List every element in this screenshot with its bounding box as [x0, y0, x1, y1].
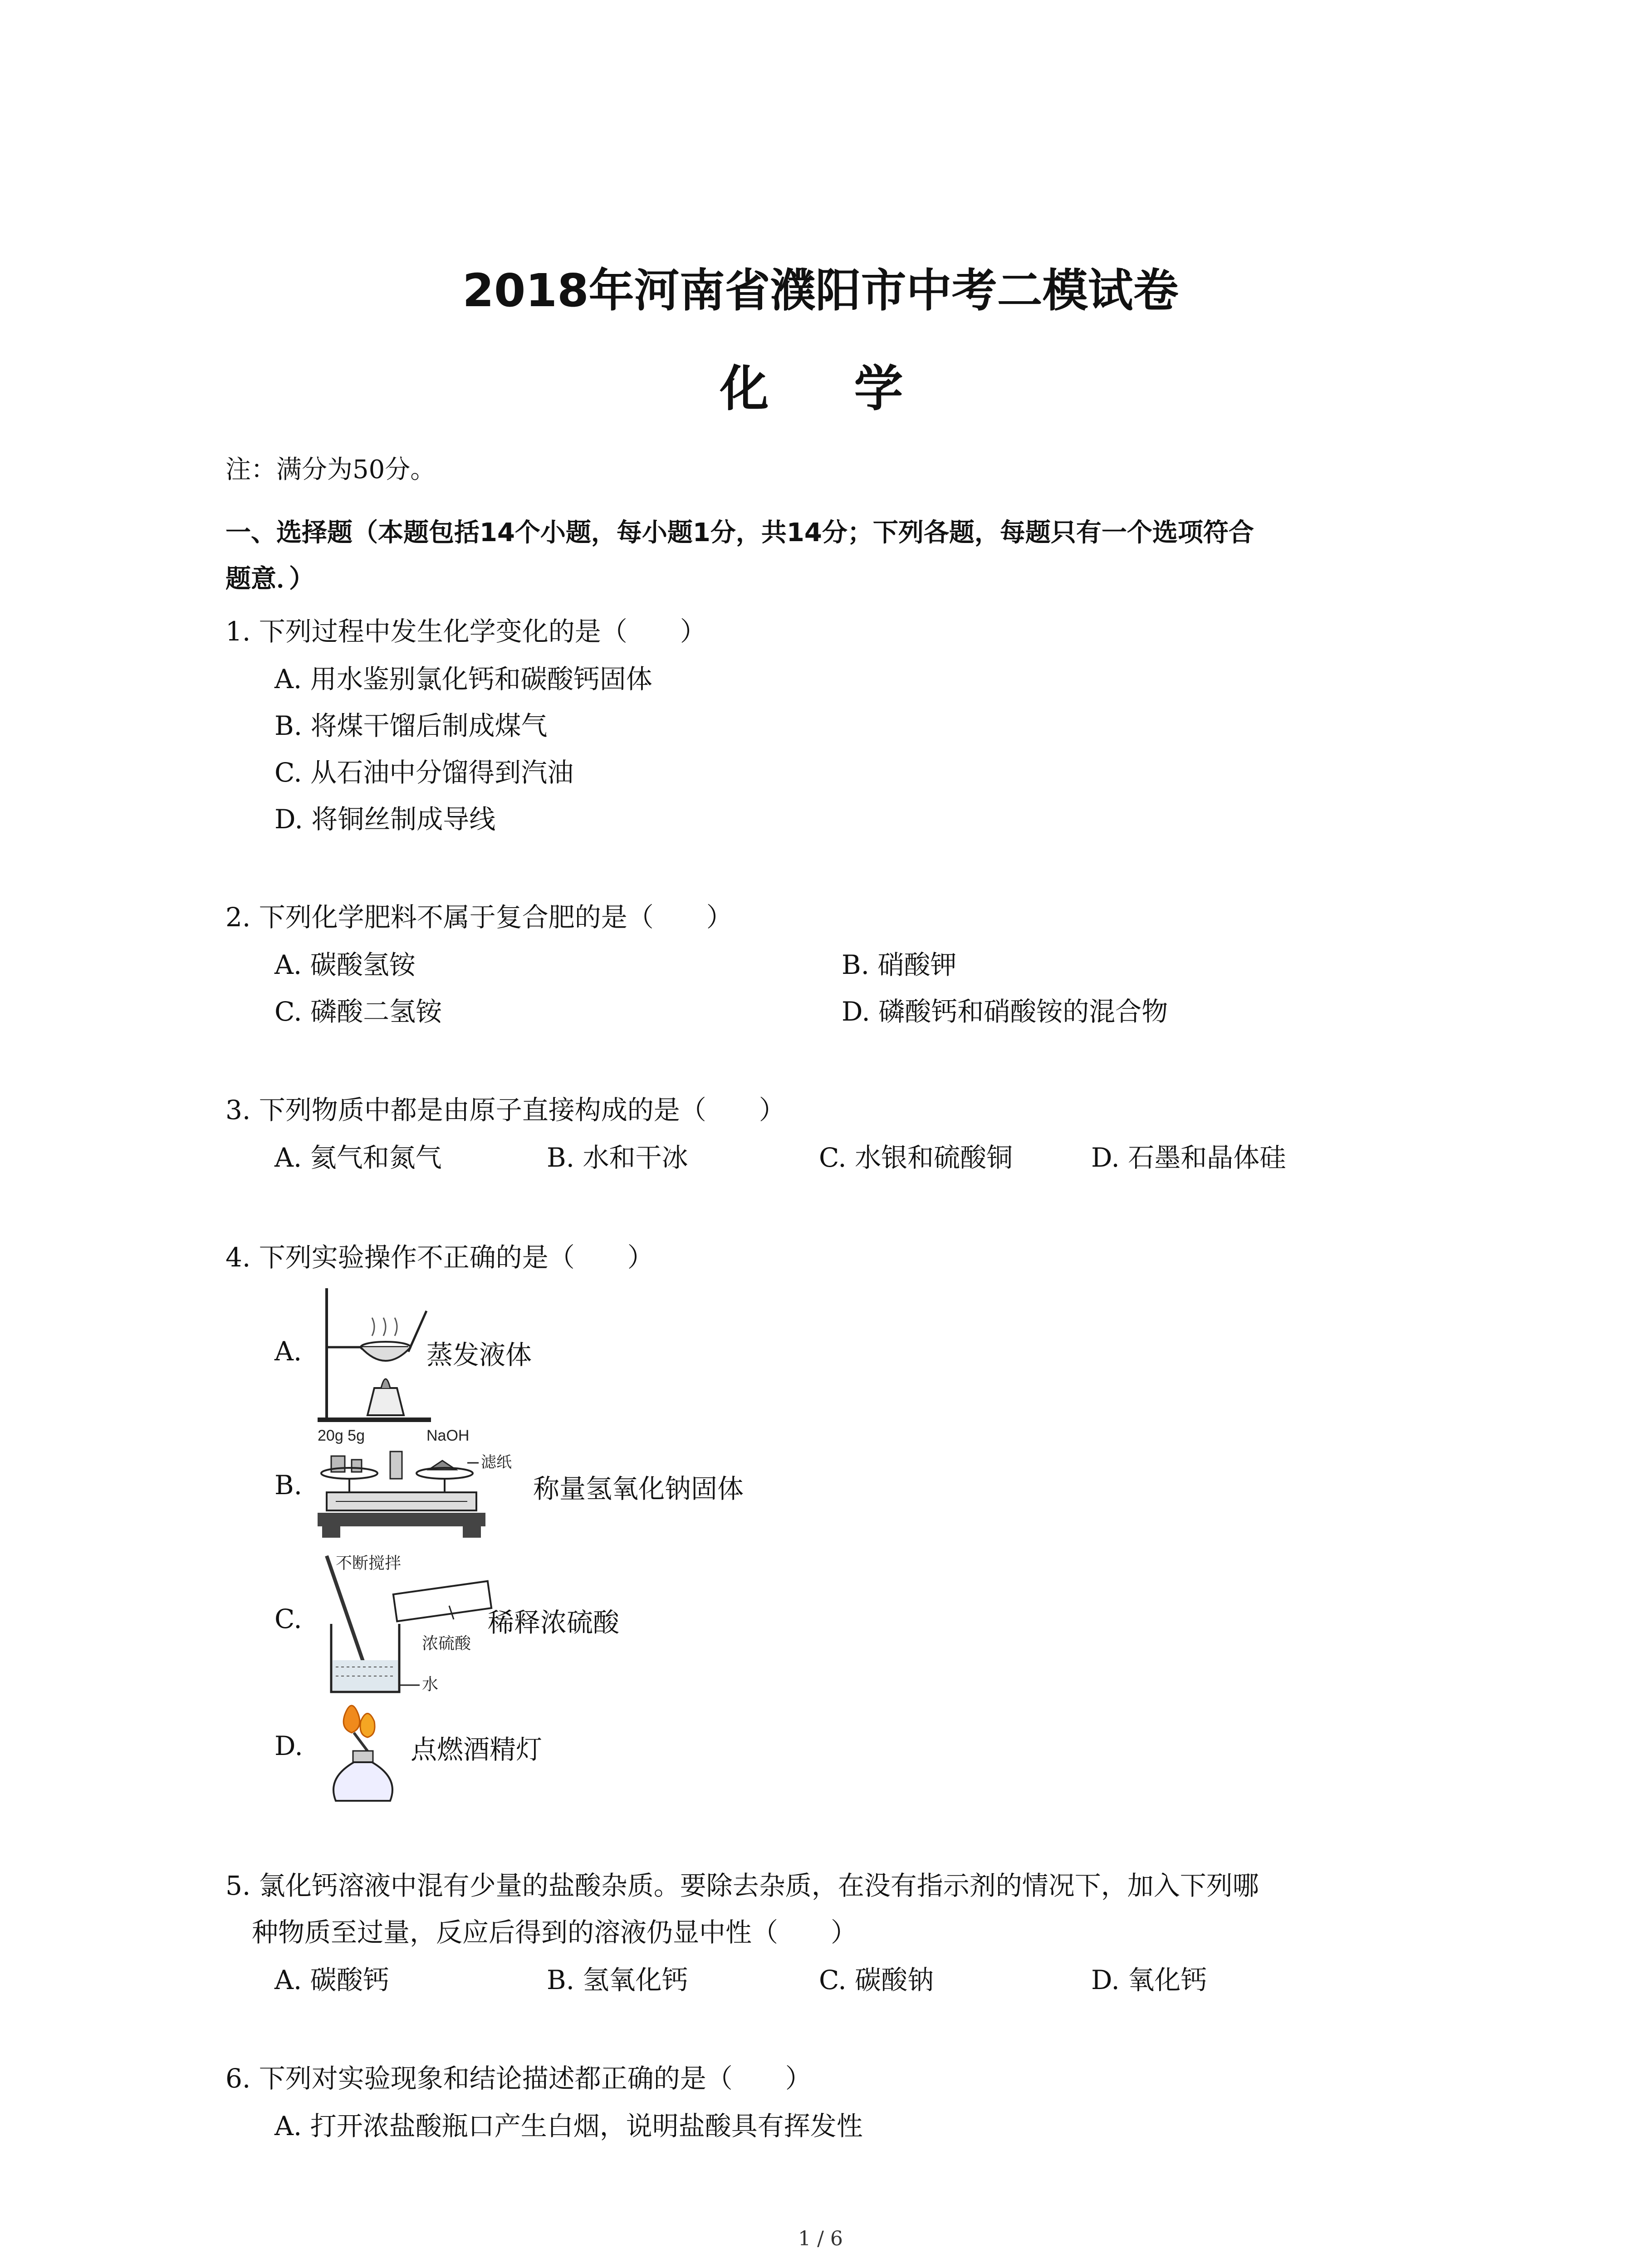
q3-option-d: D. 石墨和晶体硅	[1091, 1142, 1286, 1173]
q1-option-a: A. 用水鉴别氯化钙和碳酸钙固体	[274, 664, 652, 694]
section-heading-line1: 一、选择题（本题包括14个小题，每小题1分，共14分；下列各题，每题只有一个选项符合	[225, 518, 1254, 547]
q6-stem: 6. 下列对实验现象和结论描述都正确的是（ ）	[225, 2063, 812, 2094]
naoh-label: NaOH	[426, 1427, 470, 1444]
q1-option-b: B. 将煤干馏后制成煤气	[274, 710, 548, 741]
q2-option-b: B. 硝酸钾	[842, 949, 957, 980]
q4-option-c-letter: C.	[274, 1603, 302, 1634]
dilution-apparatus-image	[318, 1551, 508, 1706]
q2-option-d: D. 磷酸钙和硝酸铵的混合物	[842, 996, 1168, 1027]
q5-stem-line2: 种物质至过量，反应后得到的溶液仍显中性（ ）	[252, 1917, 857, 1948]
exam-title: 2018年河南省濮阳市中考二模试卷	[462, 264, 1179, 317]
page-number: 1 / 6	[798, 2227, 843, 2250]
q6-option-a: A. 打开浓盐酸瓶口产生白烟，说明盐酸具有挥发性	[274, 2111, 863, 2141]
q2-option-c: C. 磷酸二氢铵	[274, 996, 442, 1027]
q5-option-c: C. 碳酸钠	[819, 1965, 934, 1995]
water-label: 水	[422, 1675, 439, 1693]
q5-option-b: B. 氢氧化钙	[547, 1965, 688, 1995]
q4-option-b-caption: 称量氢氧化钠固体	[533, 1473, 744, 1504]
q4-option-d-letter: D.	[274, 1730, 303, 1761]
q4-option-a-caption: 蒸发液体	[426, 1339, 532, 1370]
score-note: 注：满分为50分。	[225, 455, 436, 484]
stir-label: 不断搅拌	[336, 1554, 402, 1572]
q2-option-a: A. 碳酸氢铵	[274, 949, 416, 980]
q5-option-a: A. 碳酸钙	[274, 1965, 389, 1995]
alcohol-lamp-image	[318, 1696, 408, 1819]
weights-label: 20g 5g	[318, 1427, 365, 1444]
q1-option-d: D. 将铜丝制成导线	[274, 804, 496, 835]
balance-apparatus-image	[318, 1424, 513, 1547]
subject-title: 化 学	[720, 361, 921, 417]
evaporation-apparatus-image	[318, 1284, 436, 1429]
section-heading-line2: 题意．）	[225, 564, 314, 594]
q5-option-d: D. 氧化钙	[1091, 1965, 1207, 1995]
filter-paper-label: 滤纸	[481, 1454, 512, 1471]
q3-stem: 3. 下列物质中都是由原子直接构成的是（ ）	[225, 1095, 785, 1125]
q2-stem: 2. 下列化学肥料不属于复合肥的是（ ）	[225, 902, 733, 933]
conc-acid-label: 浓硫酸	[422, 1634, 471, 1652]
q1-stem: 1. 下列过程中发生化学变化的是（ ）	[225, 616, 706, 647]
q3-option-c: C. 水银和硫酸铜	[819, 1142, 1013, 1173]
q4-option-b-letter: B.	[274, 1470, 303, 1501]
q3-option-a: A. 氦气和氮气	[274, 1142, 442, 1173]
q4-stem: 4. 下列实验操作不正确的是（ ）	[225, 1242, 654, 1273]
q1-option-c: C. 从石油中分馏得到汽油	[274, 757, 574, 788]
q4-option-c-caption: 稀释浓硫酸	[488, 1607, 620, 1638]
q3-option-b: B. 水和干冰	[547, 1142, 688, 1173]
q4-option-a-letter: A.	[274, 1336, 302, 1367]
q5-stem-line1: 5. 氯化钙溶液中混有少量的盐酸杂质。要除去杂质，在没有指示剂的情况下，加入下列哪	[225, 1870, 1259, 1901]
q4-option-d-caption: 点燃酒精灯	[411, 1734, 543, 1765]
